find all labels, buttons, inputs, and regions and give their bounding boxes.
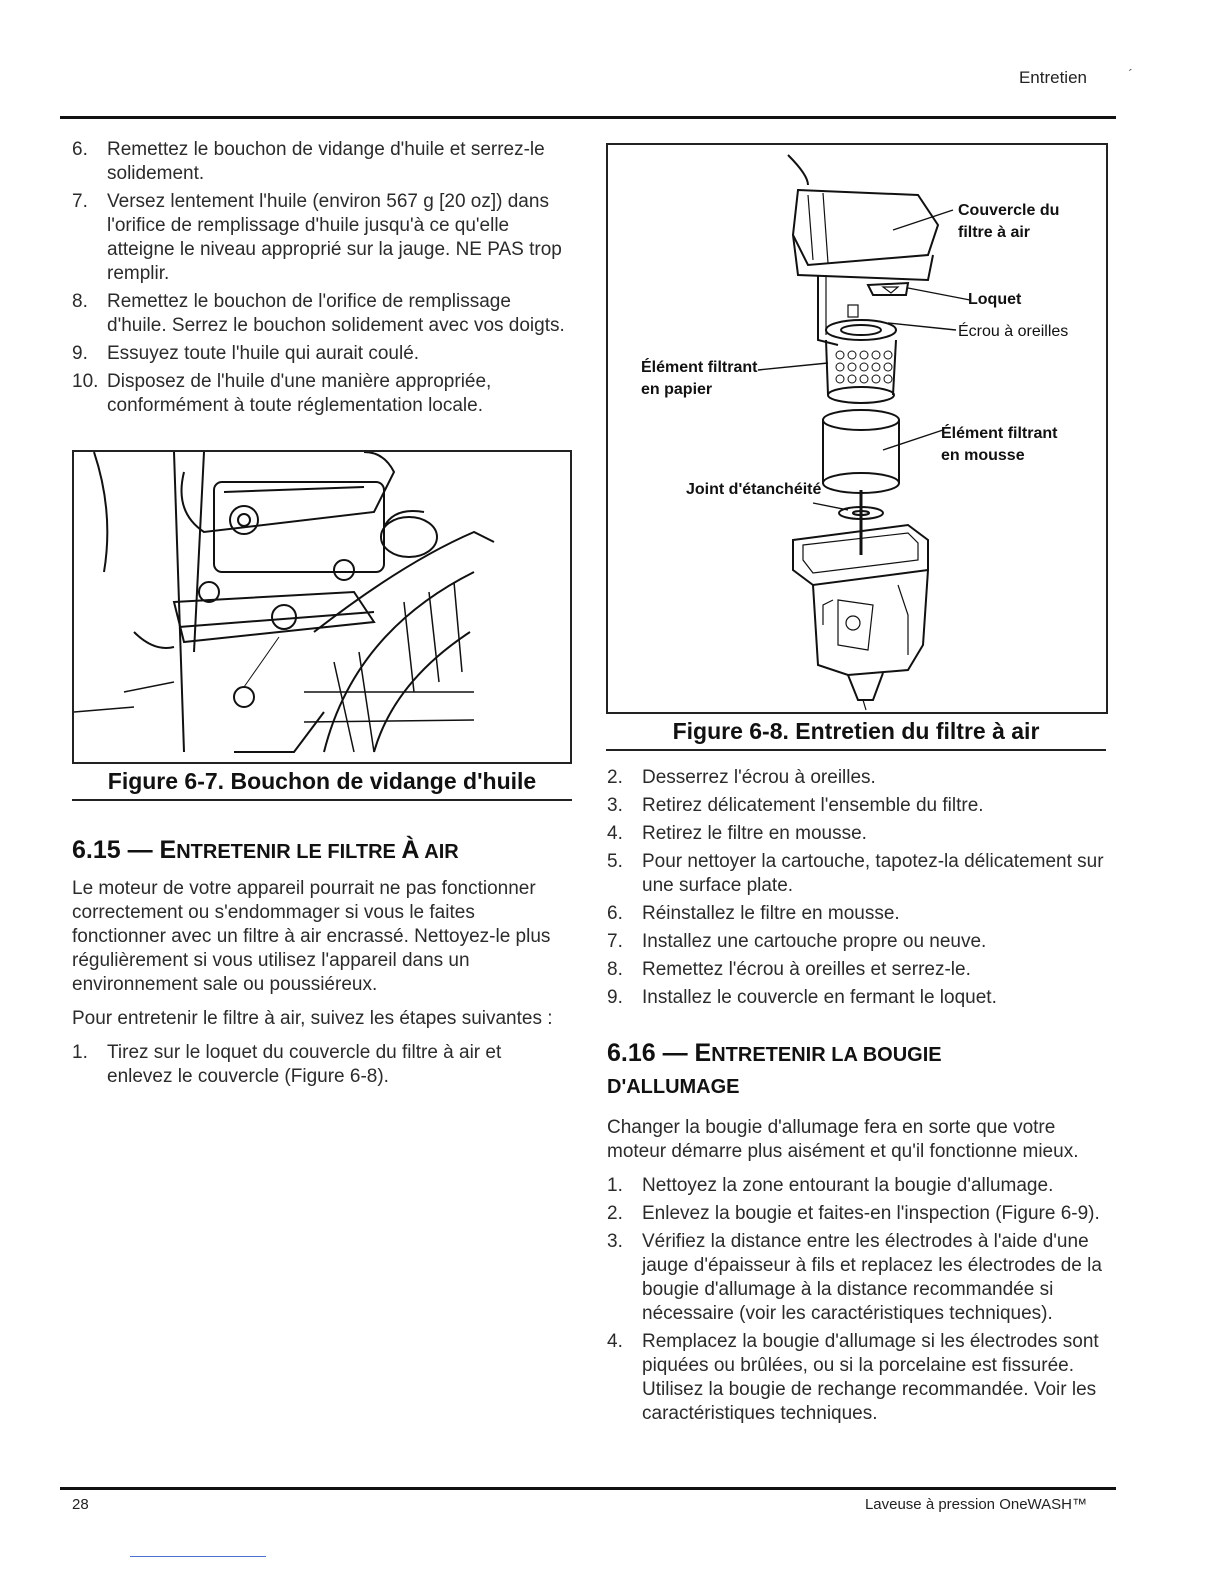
list-item: 2. Enlevez la bougie et faites-en l'inspection (Figure 6-9). (607, 1203, 1100, 1224)
list-item: 8. Remettez l'écrou à oreilles et serrez-le. (607, 959, 971, 980)
list-item: 9. Essuyez toute l'huile qui aurait coulé. (72, 343, 420, 364)
label-paper-element: Élément filtrant en papier (641, 359, 758, 398)
figure-6-7-caption: Figure 6-7. Bouchon de vidange d'huile (107, 768, 537, 794)
list-item: 7. Versez lentement l'huile (environ 567 g [20 oz]) dans l'orifice de remplissage d'huile jusqu'à ce qu'elle atteigne le niveau approprié sur la jauge. NE PAS trop remplir. (72, 191, 562, 284)
section-6-15-heading: 6.15 — ENTRETENIR LE FILTRE À AIR (72, 836, 459, 864)
product-name: Laveuse à pression OneWASH™ (864, 1496, 1087, 1513)
section-6-15-paragraph: Le moteur de votre appareil pourrait ne pas fonctionner correctement ou s'endommager si vous le faites fonctionner avec un filtre à air encrassé. Nettoyez-le plus régulièrement si vous utilisez l'appareil dans un environnement sale ou poussiéreux. (72, 878, 551, 995)
section-6-16-paragraph: Changer la bougie d'allumage fera en sorte que votre moteur démarre plus aisément et qu'il fonctionne mieux. (607, 1117, 1079, 1162)
header-rule (60, 116, 1116, 119)
oil-drain-plug-drawing (74, 452, 570, 762)
list-item: 8. Remettez le bouchon de l'orifice de remplissage d'huile. Serrez le bouchon solidement avec vos doigts. (72, 291, 565, 336)
list-item: 5. Pour nettoyer la cartouche, tapotez-la délicatement sur une surface plate. (607, 851, 1104, 896)
list-item: 3. Vérifiez la distance entre les électrodes à l'aide d'une jauge d'épaisseur à fils et replacez les électrodes de la bougie d'allumage à la distance recommandée si nécessaire (voir les caractéristiques techniques). (607, 1231, 1102, 1324)
label-seal: Joint d'étanchéité (686, 481, 822, 498)
label-latch: Loquet (968, 291, 1022, 308)
list-item: 7. Installez une cartouche propre ou neuve. (607, 931, 987, 952)
label-foam-element: Élément filtrant en mousse (941, 425, 1058, 464)
label-cover: Couvercle du filtre à air (958, 202, 1060, 241)
list-item: 10. Disposez de l'huile d'une manière appropriée, conformément à toute réglementation locale. (72, 371, 492, 416)
footer-rule (60, 1487, 1116, 1490)
list-item: 9. Installez le couvercle en fermant le loquet. (607, 987, 997, 1008)
list-item: 1. Tirez sur le loquet du couvercle du filtre à air et enlevez le couvercle (Figure 6-8). (72, 1042, 502, 1087)
running-header: Entretien (1018, 68, 1087, 87)
list-item: 1. Nettoyez la zone entourant la bougie d'allumage. (607, 1175, 1054, 1196)
page-number: 28 (72, 1496, 89, 1513)
scan-artifact-line (130, 1556, 266, 1557)
label-wing-nut: Écrou à oreilles (958, 323, 1069, 340)
section-6-16-heading: 6.16 — ENTRETENIR LA BOUGIE D'ALLUMAGE (607, 1039, 942, 1098)
list-item: 6. Réinstallez le filtre en mousse. (607, 903, 900, 924)
section-6-15-intro: Pour entretenir le filtre à air, suivez les étapes suivantes : (72, 1008, 553, 1029)
figure-6-8-caption-rule (606, 749, 1106, 751)
figure-6-8-illustration (606, 143, 1108, 714)
list-item: 2. Desserrez l'écrou à oreilles. (607, 767, 876, 788)
left-column-top-list (72, 138, 572, 422)
section-6-15 (72, 835, 572, 1093)
list-item: 3. Retirez délicatement l'ensemble du filtre. (607, 795, 984, 816)
figure-6-7-caption-rule (72, 799, 572, 801)
list-item: 4. Retirez le filtre en mousse. (607, 823, 867, 844)
figure-6-8-caption: Figure 6-8. Entretien du filtre à air (672, 718, 1040, 744)
figure-6-7-illustration (72, 450, 572, 764)
header-mark: ´ (1128, 66, 1133, 82)
right-column-steps (607, 766, 1107, 1014)
section-6-16 (607, 1038, 1107, 1430)
list-item: 4. Remplacez la bougie d'allumage si les électrodes sont piquées ou brûlées, ou si la porcelaine est fissurée. Utilisez la bougie de rechange recommandée. Voir les caractéristiques techniques. (607, 1331, 1099, 1424)
list-item: 6. Remettez le bouchon de vidange d'huile et serrez-le solidement. (72, 139, 545, 184)
